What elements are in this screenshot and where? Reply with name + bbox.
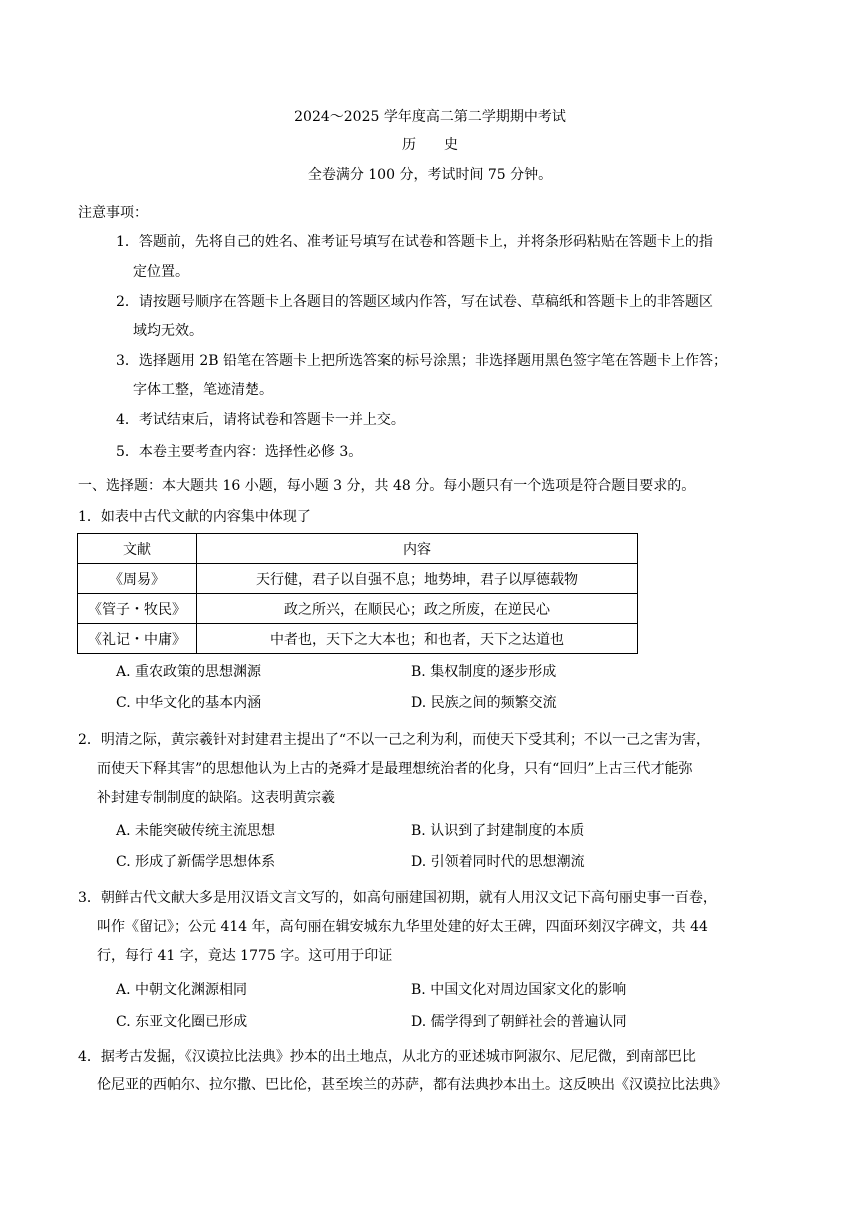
question-4-stem-cont: 伦尼亚的西帕尔、拉尔撒、巴比伦，甚至埃兰的苏萨，都有法典抄本出土。这反映出《汉谟拉比法典》	[97, 1077, 727, 1093]
notice-item-1-cont: 定位置。	[133, 264, 189, 280]
question-3-option-a[interactable]: A. 中朝文化渊源相同	[116, 982, 248, 998]
question-2-option-d[interactable]: D. 引领着同时代的思想潮流	[411, 854, 585, 870]
question-1-option-c[interactable]: C. 中华文化的基本内涵	[116, 695, 262, 711]
question-1-option-d[interactable]: D. 民族之间的频繁交流	[411, 695, 557, 711]
notice-item-3-cont: 字体工整，笔迹清楚。	[133, 382, 273, 398]
question-2-stem-cont: 补封建专制制度的缺陷。这表明黄宗羲	[97, 790, 335, 806]
question-3-option-b[interactable]: B. 中国文化对周边国家文化的影响	[411, 982, 627, 998]
table-cell-content: 政之所兴，在顺民心；政之所废，在逆民心	[197, 594, 638, 624]
table-cell-literature: 《礼记・中庸》	[78, 624, 197, 654]
table-cell-literature: 《周易》	[78, 564, 197, 594]
table-header-literature: 文献	[78, 534, 197, 564]
table-cell-content: 天行健，君子以自强不息；地势坤，君子以厚德载物	[197, 564, 638, 594]
question-1-stem: 1．如表中古代文献的内容集中体现了	[78, 509, 311, 525]
exam-info: 全卷满分 100 分，考试时间 75 分钟。	[307, 167, 553, 183]
question-1-option-b[interactable]: B. 集权制度的逐步形成	[411, 664, 557, 680]
table-header-content: 内容	[197, 534, 638, 564]
table-cell-literature: 《管子・牧民》	[78, 594, 197, 624]
literature-table	[77, 533, 638, 654]
notice-item-2-cont: 域均无效。	[133, 323, 203, 339]
notice-item-3: 3．选择题用 2B 铅笔在答题卡上把所选答案的标号涂黑；非选择题用黑色签字笔在答题卡上作答；	[116, 353, 728, 369]
subject-title: 历 史	[402, 137, 458, 153]
table-header-row	[78, 534, 638, 564]
question-4-stem: 4．据考古发掘，《汉谟拉比法典》抄本的出土地点，从北方的亚述城市阿淑尔、尼尼微，到南部巴比	[78, 1049, 696, 1065]
notice-heading: 注意事项：	[78, 205, 148, 221]
question-2-stem: 2．明清之际，黄宗羲针对封建君主提出了“不以一己之利为利，而使天下受其利；不以一己之害为害，	[78, 732, 711, 748]
question-3-stem-cont: 叫作《留记》；公元 414 年，高句丽在辑安城东九华里处建的好太王碑，四面环刻汉字碑文，共 44	[97, 919, 708, 935]
question-2-option-b[interactable]: B. 认识到了封建制度的本质	[411, 823, 585, 839]
question-2-option-a[interactable]: A. 未能突破传统主流思想	[116, 823, 276, 839]
notice-item-2: 2．请按题号顺序在答题卡上各题目的答题区域内作答，写在试卷、草稿纸和答题卡上的非答题区	[116, 294, 713, 310]
table-row	[78, 624, 638, 654]
question-3-option-c[interactable]: C. 东亚文化圈已形成	[116, 1014, 248, 1030]
table-cell-content: 中者也，天下之大本也；和也者，天下之达道也	[197, 624, 638, 654]
question-3-stem: 3．朝鲜古代文献大多是用汉语文言文写的，如高句丽建国初期，就有人用汉文记下高句丽史事一百卷，	[78, 890, 717, 906]
table-row	[78, 564, 638, 594]
notice-item-5: 5．本卷主要考查内容：选择性必修 3。	[116, 444, 363, 460]
question-3-stem-cont: 行，每行 41 字，竟达 1775 字。这可用于印证	[97, 948, 393, 964]
question-1-option-a[interactable]: A. 重农政策的思想渊源	[116, 664, 262, 680]
question-2-option-c[interactable]: C. 形成了新儒学思想体系	[116, 854, 276, 870]
exam-title: 2024～2025 学年度高二第二学期期中考试	[294, 109, 566, 125]
notice-item-1: 1．答题前，先将自己的姓名、准考证号填写在试卷和答题卡上，并将条形码粘贴在答题卡上的指	[116, 234, 713, 250]
table-row	[78, 594, 638, 624]
question-2-stem-cont: 而使天下释其害”的思想他认为上古的尧舜才是最理想统治者的化身，只有“回归”上古三代才能弥	[97, 761, 693, 777]
section-heading: 一、选择题：本大题共 16 小题，每小题 3 分，共 48 分。每小题只有一个选项是符合题目要求的。	[78, 478, 696, 494]
notice-item-4: 4．考试结束后，请将试卷和答题卡一并上交。	[116, 412, 405, 428]
question-3-option-d[interactable]: D. 儒学得到了朝鲜社会的普遍认同	[411, 1014, 627, 1030]
